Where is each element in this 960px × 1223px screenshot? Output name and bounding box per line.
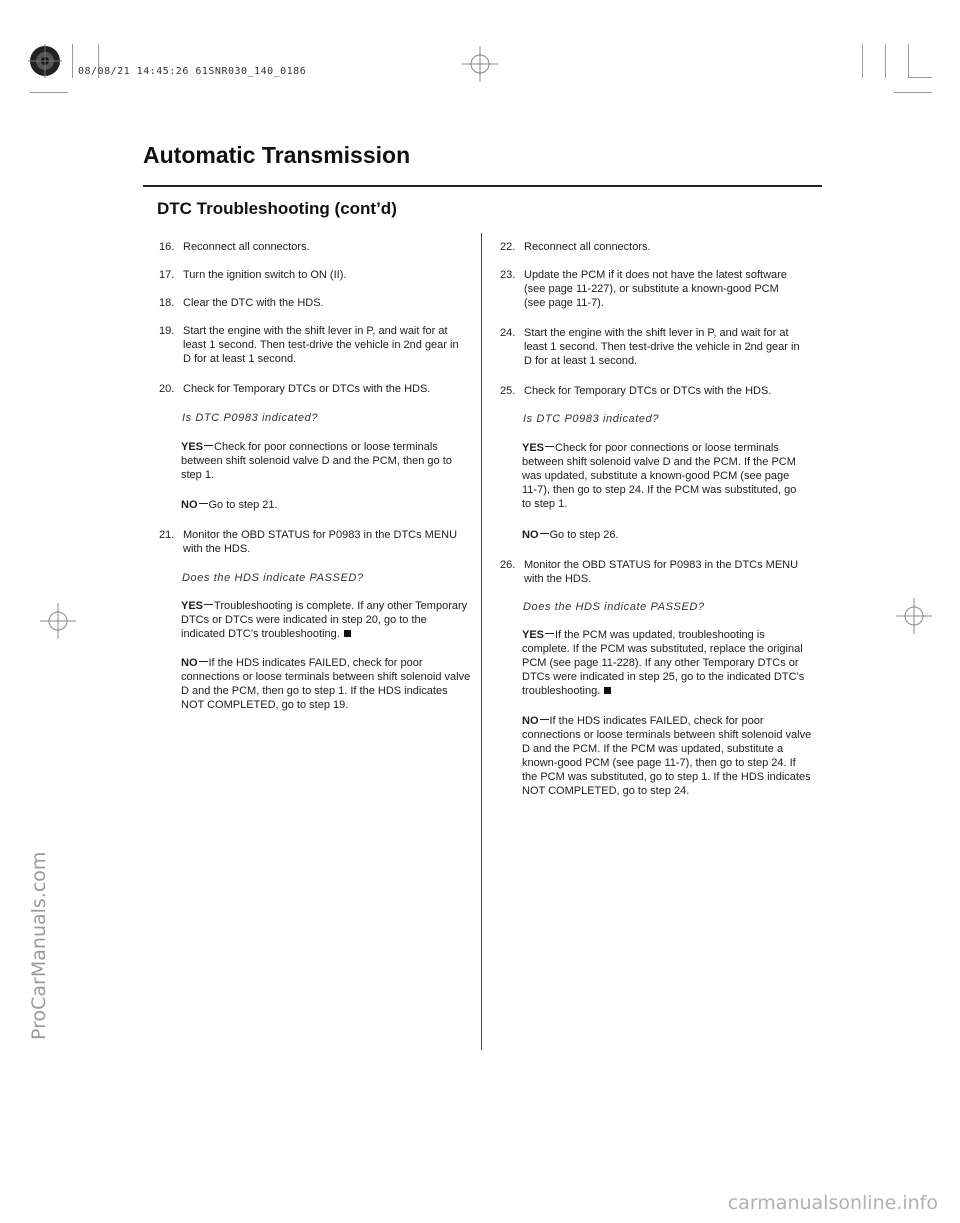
crosshair-icon [40, 603, 76, 639]
step-26 [500, 558, 800, 586]
step-text: Check for Temporary DTCs or DTCs with the HDS. [183, 383, 431, 395]
question-hds-passed: Does the HDS indicate PASSED? [182, 572, 364, 584]
step-number: 24. [500, 327, 516, 339]
step-text: Monitor the OBD STATUS for P0983 in the DTCs MENU with the HDS. [183, 529, 458, 555]
answer-text: If the HDS indicates FAILED, check for poor connections or loose terminals between shift solenoid valve D and the PCM. If the PCM was updated, substitute a known-good PCM (see page 11-7), then go to step 24. If the PCM was substituted, go to step 1. If the HDS indicates NOT COMPLETED, go to step 24. [522, 715, 812, 797]
step-number: 25. [500, 385, 516, 397]
dash-icon [204, 445, 213, 446]
section-subtitle: DTC Troubleshooting (cont’d) [157, 199, 397, 218]
answer-no [522, 714, 812, 798]
dash-icon [199, 503, 208, 504]
no-label: NO [522, 529, 539, 541]
answer-text: Check for poor connections or loose terminals between shift solenoid valve D and the PCM, then go to step 1. [181, 441, 452, 481]
answer-text: Go to step 26. [549, 529, 619, 541]
dash-icon [204, 604, 213, 605]
step-number: 19. [159, 325, 175, 337]
answer-text: If the HDS indicates FAILED, check for poor connections or loose terminals between shift solenoid valve D and the PCM, then go to step 1. If the HDS indicates NOT COMPLETED, go to step 19. [181, 657, 471, 711]
dash-icon [545, 446, 554, 447]
end-square-icon [604, 687, 611, 694]
step-23 [500, 268, 800, 310]
step-number: 18. [159, 297, 175, 309]
column-divider [481, 233, 482, 1050]
step-number: 26. [500, 559, 516, 571]
step-16 [159, 240, 459, 254]
dash-icon [545, 633, 554, 634]
answer-text: Troubleshooting is complete. If any other Temporary DTCs or DTCs were indicated in step 20, go to the indicated DTC’s troubleshooting. [181, 600, 468, 640]
dash-icon [540, 533, 549, 534]
yes-label: YES [522, 442, 545, 454]
step-22 [500, 240, 800, 254]
answer-yes [522, 628, 807, 698]
page-title: Automatic Transmission [143, 142, 411, 168]
step-number: 20. [159, 383, 175, 395]
step-text: Reconnect all connectors. [524, 241, 651, 253]
step-text: Update the PCM if it does not have the latest software (see page 11-227), or substitute a known-good PCM (see page 11-7). [524, 269, 787, 309]
yes-label: YES [522, 629, 545, 641]
step-number: 16. [159, 241, 175, 253]
crosshair-icon [896, 598, 932, 634]
dash-icon [540, 719, 549, 720]
step-20 [159, 382, 459, 396]
step-text: Start the engine with the shift lever in P, and wait for at least 1 second. Then test-drive the vehicle in 2nd gear in D for at least 1 second. [524, 327, 800, 367]
step-text: Clear the DTC with the HDS. [183, 297, 324, 309]
dash-icon [199, 661, 208, 662]
step-number: 23. [500, 269, 516, 281]
question-dtc-indicated: Is DTC P0983 indicated? [182, 412, 319, 424]
step-text: Reconnect all connectors. [183, 241, 310, 253]
step-18 [159, 296, 459, 310]
right-column [500, 240, 815, 830]
print-timestamp: 08/08/21 14:45:26 61SNR030_140_0186 [78, 66, 307, 77]
yes-label: YES [181, 600, 204, 612]
answer-no [181, 656, 471, 712]
question-hds-passed: Does the HDS indicate PASSED? [523, 601, 705, 613]
answer-yes [522, 441, 807, 511]
question-dtc-indicated: Is DTC P0983 indicated? [523, 413, 660, 425]
registration-target-icon [28, 44, 62, 78]
watermark-text: ProCarManuals.com [28, 851, 50, 1040]
answer-text: Check for poor connections or loose terminals between shift solenoid valve D and the PCM. If the PCM was updated, substitute a known-good PCM (see page 11-7), then go to step 24. If the PCM was substituted, go to step 1. [522, 442, 797, 510]
step-number: 17. [159, 269, 175, 281]
answer-no [522, 528, 812, 542]
footer-watermark: carmanualsonline.info [727, 1192, 938, 1214]
step-19 [159, 324, 459, 366]
end-square-icon [344, 630, 351, 637]
yes-label: YES [181, 441, 204, 453]
answer-text: If the PCM was updated, troubleshooting is complete. If the PCM was substituted, replace the original PCM (see page 11-228). If any other Temporary DTCs or DTCs were indicated in step 25, go to the indicated DTC’s troubleshooting. [522, 629, 805, 697]
no-label: NO [181, 657, 198, 669]
no-label: NO [181, 499, 198, 511]
left-column [159, 240, 469, 720]
step-text: Check for Temporary DTCs or DTCs with the HDS. [524, 385, 772, 397]
step-24 [500, 326, 800, 368]
answer-yes [181, 440, 471, 482]
step-text: Start the engine with the shift lever in P, and wait for at least 1 second. Then test-drive the vehicle in 2nd gear in D for at least 1 second. [183, 325, 459, 365]
answer-text: Go to step 21. [208, 499, 278, 511]
step-number: 21. [159, 529, 175, 541]
step-17 [159, 268, 459, 282]
answer-no [181, 498, 471, 512]
step-text: Monitor the OBD STATUS for P0983 in the DTCs MENU with the HDS. [524, 559, 799, 585]
no-label: NO [522, 715, 539, 727]
step-25 [500, 384, 800, 398]
step-text: Turn the ignition switch to ON (II). [183, 269, 347, 281]
step-21 [159, 528, 459, 556]
crosshair-icon [462, 46, 498, 82]
step-number: 22. [500, 241, 516, 253]
answer-yes [181, 599, 471, 641]
title-rule [143, 185, 822, 187]
